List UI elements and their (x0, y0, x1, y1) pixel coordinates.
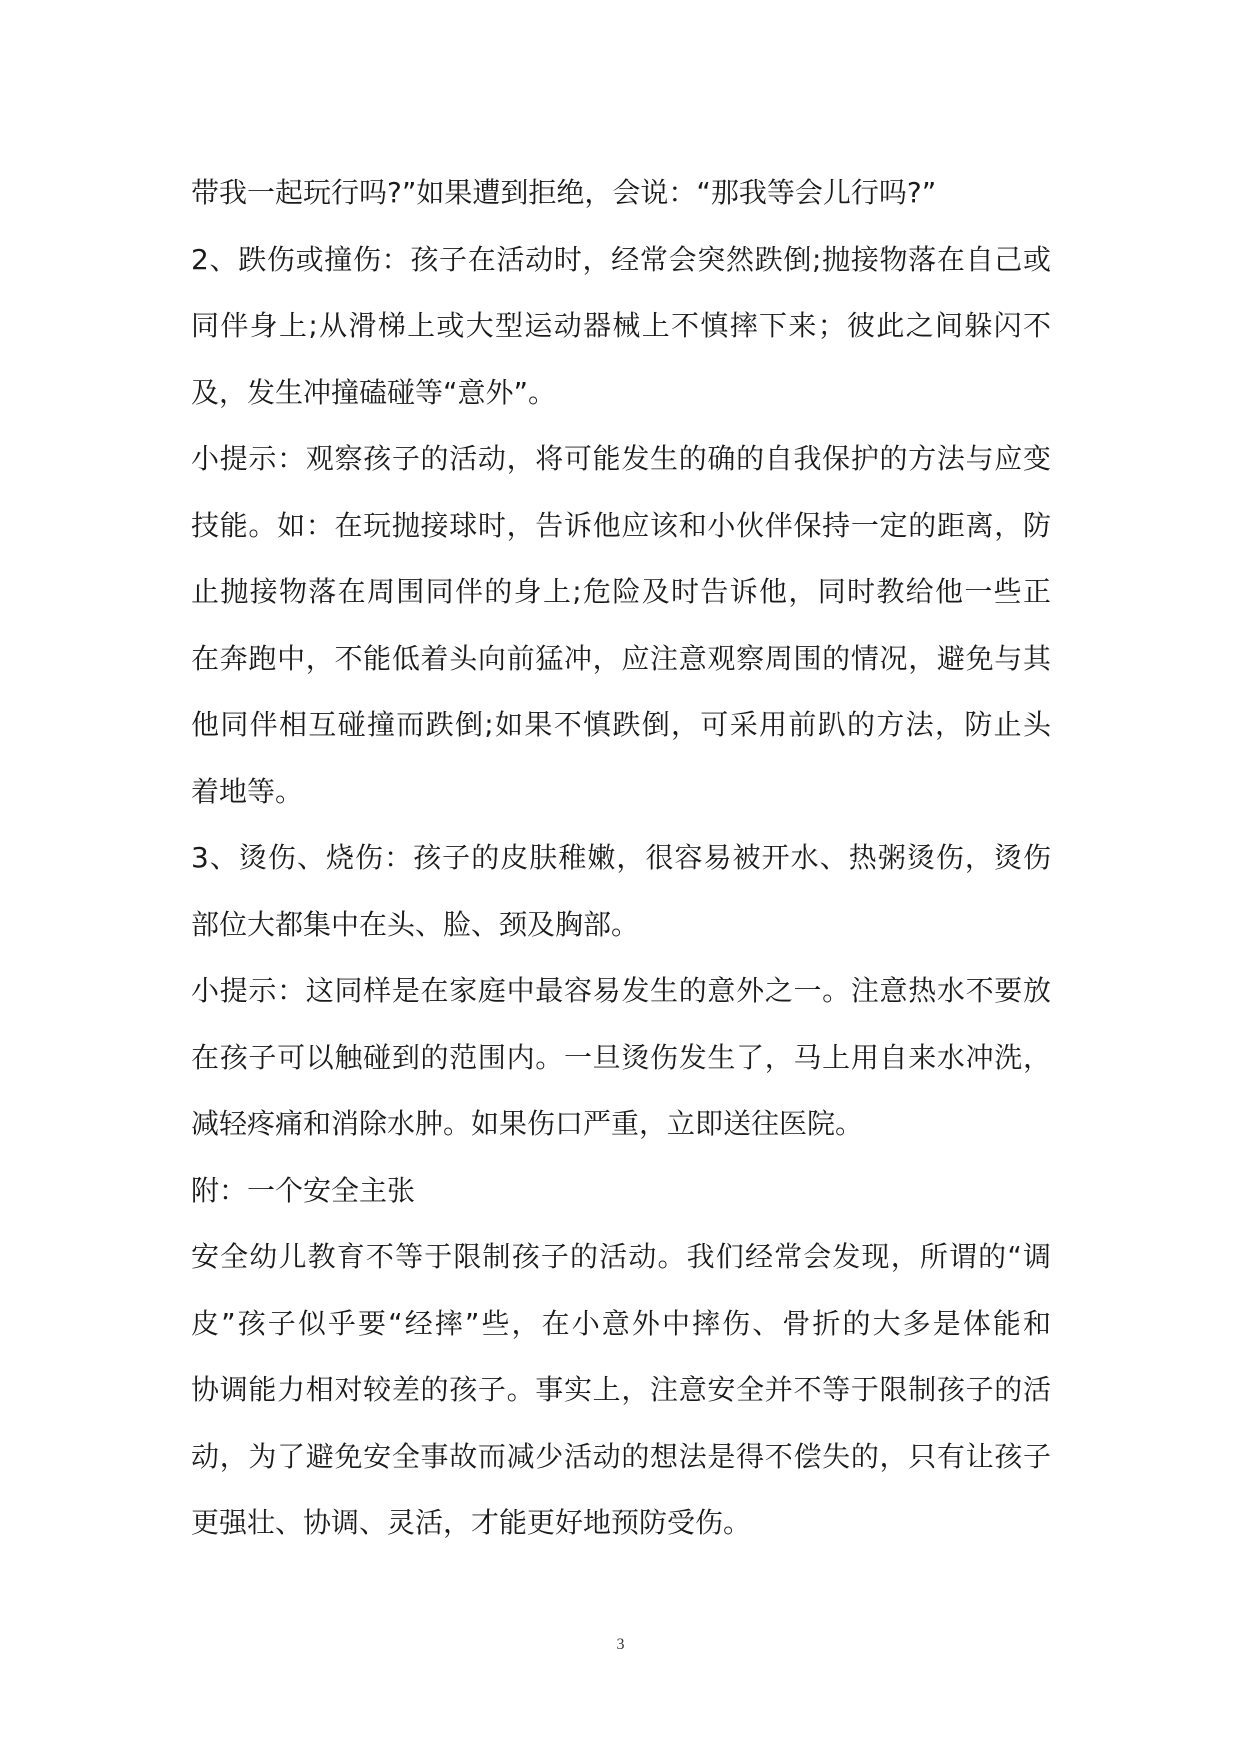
text-line: 及，发生冲撞磕碰等“意外”。 (191, 375, 557, 409)
text-line: 止抛接物落在周围同伴的身上;危险及时告诉他，同时教给他一些正 (191, 575, 1051, 608)
text-line: 2、跌伤或撞伤：孩子在活动时，经常会突然跌倒;抛接物落在自己或 (191, 242, 1051, 276)
text-line: 技能。如：在玩抛接球时，告诉他应该和小伙伴保持一定的距离，防 (191, 508, 1051, 542)
text-line: 协调能力相对较差的孩子。事实上，注意安全并不等于限制孩子的活 (191, 1373, 1051, 1406)
text-line: 小提示：这同样是在家庭中最容易发生的意外之一。注意热水不要放 (191, 974, 1051, 1007)
text-line: 小提示：观察孩子的活动，将可能发生的确的自我保护的方法与应变 (191, 442, 1051, 475)
text-line: 3、烫伤、烧伤：孩子的皮肤稚嫩，很容易被开水、热粥烫伤，烫伤 (191, 841, 1051, 874)
text-line: 安全幼儿教育不等于限制孩子的活动。我们经常会发现，所谓的“调 (191, 1240, 1051, 1273)
text-line: 动，为了避免安全事故而减少活动的想法是得不偿失的，只有让孩子 (191, 1439, 1051, 1473)
text-line: 着地等。 (191, 774, 304, 808)
text-line: 皮”孩子似乎要“经摔”些，在小意外中摔伤、骨折的大多是体能和 (191, 1306, 1051, 1340)
text-line: 在孩子可以触碰到的范围内。一旦烫伤发生了，马上用自来水冲洗， (191, 1040, 1051, 1074)
body-text (191, 160, 1051, 1557)
text-line: 在奔跑中，不能低着头向前猛冲，应注意观察周围的情况，避免与其 (191, 641, 1051, 675)
section-heading: 附：一个安全主张 (191, 1173, 416, 1207)
text-line: 同伴身上;从滑梯上或大型运动器械上不慎摔下来；彼此之间躲闪不 (191, 309, 1051, 342)
page-number: 3 (616, 1636, 625, 1653)
text-line: 减轻疼痛和消除水肿。如果伤口严重，立即送往医院。 (191, 1107, 864, 1140)
text-line: 部位大都集中在头、脸、颈及胸部。 (191, 907, 640, 941)
text-line: 他同伴相互碰撞而跌倒;如果不慎跌倒，可采用前趴的方法，防止头 (191, 708, 1051, 741)
text-line: 更强壮、协调、灵活，才能更好地预防受伤。 (191, 1506, 752, 1539)
text-line: 带我一起玩行吗?”如果遭到拒绝，会说：“那我等会儿行吗?” (191, 176, 937, 209)
